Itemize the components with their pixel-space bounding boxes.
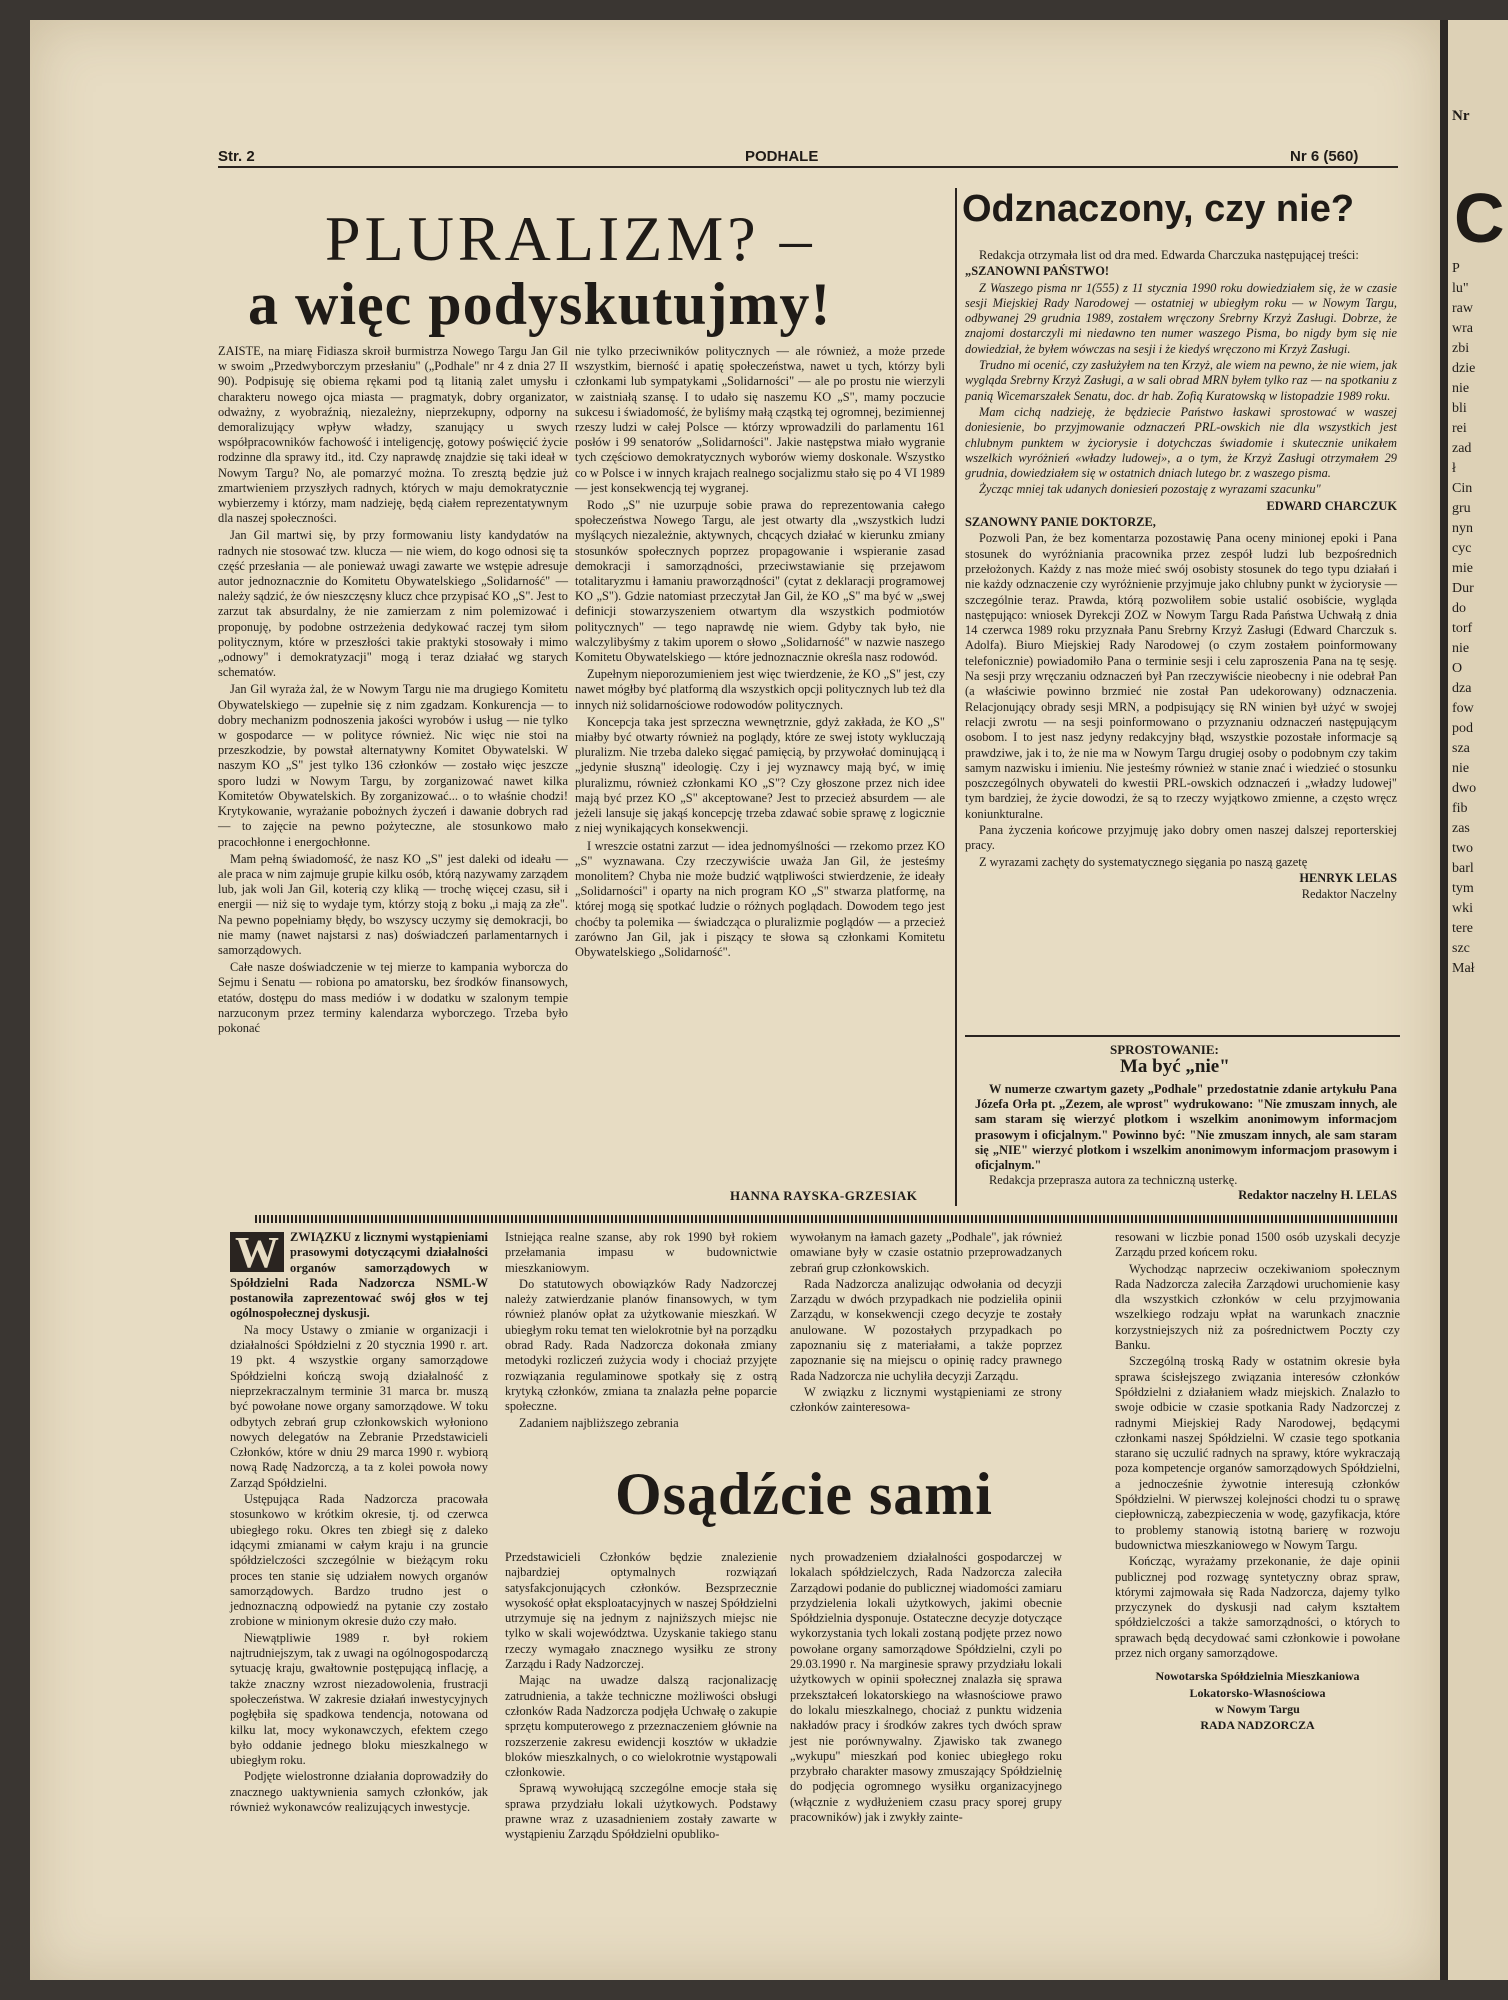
adjacent-page-fragment-line: dza [1452, 681, 1472, 696]
reply-paragraph: Pana życzenia końcowe przyjmuję jako dobry omen naszej dalszej reporterskiej pracy. [965, 822, 1397, 853]
adjacent-page-fragment-line: torf [1452, 621, 1473, 636]
correction-title: Ma być „nie" [1120, 1056, 1230, 1077]
article3-column-b-top [505, 1230, 777, 1432]
article3-column-b-bottom [505, 1550, 777, 1844]
article3-paragraph: Rada Nadzorcza analizując odwołania od decyzji Zarządu w dwóch przypadkach nie podzieliła opinii Zarządu, w konsekwencji czego decyzje te zostały anulowane. W pozostałych przypadkach po zapoznaniu się z materiałami, a także poprzez zapoznanie się na miejscu o opinię radcy prawnego Rada Nadzorcza nie uchyliła decyzji Zarządu. [790, 1276, 1062, 1383]
article1-paragraph: Koncepcja taka jest sprzeczna wewnętrznie, gdyż zakłada, że KO „S" miałby być otwarty również na poglądy, które ze swej istoty wykluczają pluralizm. Nie trzeba daleko sięgać pamięcią, by przywołać dominującą i „jedynie słuszną" ideologię. Czy i jej wyznawcy mają być, w imię pluralizmu, również członkami KO „S"? Czy głoszone przez nich idee mają być przez KO „S" akceptowane? Jest to przecież absurdem — ale jeżeli lansuje się jakąś koncepcję trzeba zdawać sobie sprawę z logicznie z niej wynikających konsekwencji. [575, 714, 945, 836]
article1-paragraph: nie tylko przeciwników politycznych — ale również, a może przede wszystkim, bierność i apatię społeczeństwa, nawet u tych, którzy byli członkami lub sympatykami „Solidarności" — ale po prostu nie wierzyli w zaistniałą szansę. I to udało się naszemu KO „S", mamy poczucie sukcesu i świadomość, że byliśmy małą cząstką tej ogromnej, bezimiennej rzeszy ludzi w całej Polsce — którzy wprowadzili do parlamentu 161 posłów i 99 senatorów „Solidarności". Jakie następstwa miało wygranie tych częściowo demokratycznych wyborów wiemy doskonale. Wszystko co w Polsce i w innych krajach realnego socjalizmu stało się po 4 VI 1989 — jest konsekwencją tej wygranej. [575, 344, 945, 495]
adjacent-page-fragment-line: rei [1452, 421, 1467, 436]
article1-paragraph: Zupełnym nieporozumieniem jest więc twierdzenie, że KO „S" jest, czy nawet mógłby być platformą dla wszystkich opcji politycznych lub też dla innych niż solidarnościowe rodowodów politycznych. [575, 667, 945, 712]
adjacent-page-fragment-line: zbi [1452, 341, 1470, 356]
article1-column-2 [575, 344, 945, 962]
article3-paragraph: Mając na uwadze dalszą racjonalizację zatrudnienia, a także techniczne możliwości obsługi członków Rada Nadzorcza podjęła Uchwałę o zakupie sprzętu komputerowego z przeznaczeniem głównie na rozszerzenie zakresu ewidencji kosztów w układzie bloków mieszkalnych, o co wielokrotnie wystąpowali członkowie. [505, 1673, 777, 1780]
reply-salutation: SZANOWNY PANIE DOKTORZE, [965, 515, 1156, 530]
column-divider [955, 188, 957, 1206]
article1-paragraph: ZAISTE, na miarę Fidiasza skroił burmistrza Nowego Targu Jan Gil w swoim „Przedwyborczym przesłaniu" („Podhale" nr 4 z dnia 27 II 90). Podpisuję się obiema rękami pod tą litanią zalet umysłu i charakteru nowego ojca miasta — pragmatyk, dobry organizator, odważny, z wyobraźnią, niezależny, nieprzekupny, odporny na demoralizujący wpływ władzy, szanujący u swych współpracowników fachowość i inteligencję, gotowy poświęcić życie rodzinne dla sprawy itd., itd. Czy naprawdę znajdzie się taki ideał w Nowym Targu? No, ale pomarzyć można. To zresztą będzie już zmartwieniem przyszłych radnych, których w maju demokratycznie wybierzemy i którzy, mam nadzieję, będą ciałem reprezentatywnym dla naszej społeczności. [218, 344, 568, 526]
article3-column-a [230, 1230, 488, 1816]
reply-paragraph: Z wyrazami zachęty do systematycznego sięgania po naszą gazetę [979, 854, 1308, 869]
adjacent-page-fragment-line: tere [1452, 921, 1473, 936]
article3-paragraph: Na mocy Ustawy o zmianie w organizacji i działalności Spółdzielni z 20 stycznia 1990 r. art. 19 pkt. 4 wszystkie organy samorządowe Spółdzielni kończą swoją działalność z nieprzekraczalnym terminie 31 marca br. muszą być powołane nowe organy samorządowe. W toku odbytych zebrań grup członkowskich wyłoniono nowych delegatów na Zebranie Przedstawicieli Członków, które w dniu 29 marca 1990 r. wybiorą nową Radę Nadzorczą, a ta z kolei powoła nowy Zarząd Spółdzielni. [230, 1322, 488, 1490]
article3-paragraph: Szczególną troską Rady w ostatnim okresie była sprawa ścisłejszego związania interesów członków Spółdzielni z działaniem władz miejskich. Znalazło to swoje odbicie w czasie spotkania Rady Nadzorczej z radnymi Miejskiej Rady Narodowej, będącymi członkami naszej Spółdzielni. W czasie tego spotkania starano się uczulić radnych na sprawy, które wykraczają poza kompetencje organów samorządowych Spółdzielni, a jednocześnie żywotnie interesują członków Spółdzielni. W pierwszej kolejności chodzi tu o sprawę ciepłowniczą, zabezpieczenia w wodę, gazyfikacja, które to problemy stanowią istotną barierę w rozwoju budownictwa mieszkaniowego w Nowym Targu. [1115, 1354, 1400, 1552]
letter-paragraph: Życząc mniej tak udanych doniesień pozostaję z wyrazami szacunku" [979, 482, 1321, 497]
letter-paragraph: Mam cichą nadzieję, że będziecie Państwo łaskawi sprostować w waszej doniesienie, bo przyjmowanie odznaczeń PRL-owskich nie dla wszystkich jest chlubnym punktem w życiorysie i dotychczas świadomie i skutecznie unikałem wszelkich wyróżnień «władzy ludowej», a o tym, że Krzyż Zasługi otrzymałem 29 grudnia, dowiedziałem się w ostatnich dniach lutego br. z waszego pisma. [965, 404, 1397, 481]
article3-paragraph: resowani w liczbie ponad 1500 osób uzyskali decyzje Zarządu przed końcem roku. [1115, 1230, 1400, 1260]
adjacent-page-fragment-line: Cin [1452, 481, 1473, 496]
article3-paragraph: Do statutowych obowiązków Rady Nadzorczej należy zatwierdzanie planów finansowych, w tym również planów opłat za użytkowanie mieszkań. W ubiegłym roku temat ten wielokrotnie był na porządku obrad Rady. Rada Nadzorcza dokonała zmiany metodyki rozliczeń zużycia wody i chociaż przyjęte rozwiązania regulaminowe spotkały się z ostrą krytyką członków, zmiana ta znalazła pełne poparcie społeczne. [505, 1276, 777, 1414]
adjacent-page-fragment-line: gru [1452, 501, 1471, 516]
adjacent-page-fragment-line: bli [1452, 401, 1467, 416]
article3-paragraph: nych prowadzeniem działalności gospodarczej w lokalach spółdzielczych, Rada Nadzorcza zaleciła Zarządowi podanie do publicznej wiadomości zamiaru przydzielenia lokali użytkowych, jakimi obecnie Spółdzielnia dysponuje. Ostateczne decyzje dotyczące wykorzystania tych lokali zostaną podjęte przez nowo powołane organy samorządowe Spółdzielni, czyli po 29.03.1990 r. Na marginesie sprawy przydziału lokali użytkowych w opinii społecznej znalazła się sprawa przekształceń lokatorskiego na własnościowe prawo do lokalu mieszkalnego, chociaż z punktu widzenia nakładów pracy i środków zakres tych dwóch spraw jest nie porównywalny. Zjawisko tak zwanego „wykupu" mieszkań pod koniec ubiegłego roku przybrało charakter masowy zmuszający Spółdzielnię do podjęcia ogromnego wysiłku organizacyjnego (włącznie z wydłużeniem czasu pracy sporej grupy pracowników) jak i zwykły zainte- [790, 1550, 1062, 1825]
article3-title: Osądźcie sami [615, 1461, 993, 1527]
correction-apology: Redakcja przeprasza autora za techniczną usterkę. [989, 1173, 1238, 1188]
article3-paragraph: Kończąc, wyrażamy przekonanie, że daje opinii publicznej pod rozwagę syntetyczny obraz spraw, którymi zajmowała się Rada Nadzorcza, dajemy tylko przyczynek do dyskusji nad całym kształtem spółdzielczości a także samorządności, o których to sprawach będą decydować sami członkowie i powołane przez nich organy samorządowe. [1115, 1554, 1400, 1661]
adjacent-page-fragment-line: O [1452, 661, 1463, 676]
article3-paragraph: wywołanym na łamach gazety „Podhale", jak również omawiane były w czasie ostatnio przeprowadzanych zebrań grup członkowskich. [790, 1230, 1062, 1275]
article3-signature: RADA NADZORCZA [1200, 1718, 1315, 1733]
letter-salutation: „SZANOWNI PAŃSTWO! [965, 264, 1109, 279]
adjacent-page-fragment-line: nyn [1452, 521, 1473, 536]
article1-paragraph: Jan Gil wyraża żal, że w Nowym Targu nie ma drugiego Komitetu Obywatelskiego — zupełnie się z nim zgadzam. Konkurencja — to dobry mechanizm podnoszenia jakości wyrobów i usług — nie tylko w gospodarce — w polityce również. Nic więc nie stoi na przeszkodzie, by powstał alternatywny Komitet Obywatelski. W naszym KO „S" jest tylko 136 członków — zostało więc jeszcze sporo ludzi w Nowym Targu, by zorganizować nawet kilka Komitetów Obywatelskich. By zorganizować... o to właśnie chodzi! Krytykowanie, wyrażanie pobożnych życzeń i dawanie dobrych rad — to zajęcie na pewno pożyteczne, ale stosunkowo mało pracochłonne i energochłonne. [218, 682, 568, 849]
dropcap: W [230, 1232, 284, 1272]
adjacent-page-fragment-line: zad [1452, 441, 1472, 456]
article3-paragraph: Podjęte wielostronne działania doprowadziły do znacznego uaktywnienia samych członków, jak również wykonawców realizujących inwestycje. [230, 1769, 488, 1814]
adjacent-page-fragment-line: fow [1452, 701, 1474, 716]
letter-paragraph: Trudno mi ocenić, czy zasłużyłem na ten Krzyż, ale wiem na pewno, że nie wiem, jak wygląda Srebrny Krzyż Zasługi, a w sali obrad MRN byłem tylko raz — na spotkaniu z panią Wicemarszałek Senatu, doc. dr hab. Zofią Kuratowską w listopadzie 1989 roku. [965, 358, 1397, 403]
article2-intro: Redakcja otrzymała list od dra med. Edwarda Charczuka następującej treści: [979, 248, 1359, 262]
letter-paragraph: Z Waszego pisma nr 1(555) z 11 stycznia 1990 roku dowiedziałem się, że w czasie sesji Miejskiej Rady Narodowej — ostatniej w ubiegłym roku — w Nowym Targu, odbywanej 29 grudnia 1989, zostałem wręczony Srebrny Krzyż Zasługi. Dobrze, że znajomi dostarczyli mi niedawno ten numer waszego Pisma, bo nigdy bym się nie dowiedział, że byłem wówczas na sesji i że kiedyś wręczono mi Krzyż Zasługi. [965, 280, 1397, 356]
article1-paragraph: Całe nasze doświadczenie w tej mierze to kampania wyborcza do Sejmu i Senatu — robiona po amatorsku, bez środków finansowych, etatów, dostępu do mass mediów i w dodatku w szalonym tempie narzuconym przez terminy kalendarza wyborczego. Trzeba było pokonać [218, 960, 568, 1035]
article1-paragraph: Jan Gil martwi się, by przy formowaniu listy kandydatów na radnych nie stosować tzw. klucza — nie wiem, do kogo odnosi się ta część przesłania — ale ponieważ uwagi zawarte we wstępie adresuje autor jednoznacznie do Komitetu Obywatelskiego „Solidarność" — należy sądzić, że ów nieszczęsny klucz chce przypisać KO „S". Jest to zarzut tak absurdalny, że nie zamierzam z nim polemizować i proponuję, by podobne ostrzeżenia dedykować raczej tym siłom politycznym, które w przeszłości takie praktyki stosowały i mimo „odnowy" i demokratyzacji" mogą i teraz działać wg starych schematów. [218, 528, 568, 680]
correction-heading: SPROSTOWANIE: [1110, 1042, 1219, 1057]
article1-byline: HANNA RAYSKA-GRZESIAK [730, 1188, 918, 1203]
newspaper-name: PODHALE [745, 148, 819, 165]
adjacent-page-fragment-line: ł [1452, 461, 1456, 476]
adjacent-page-fragment-line: szc [1452, 941, 1470, 956]
adjacent-page-fragment-line: wki [1452, 901, 1473, 916]
article2-title: Odznaczony, czy nie? [962, 188, 1355, 230]
article3-column-d [1115, 1230, 1400, 1735]
correction-body [975, 1082, 1397, 1204]
adjacent-page-fragment-line: nie [1452, 641, 1470, 656]
article3-paragraph: Przedstawicieli Członków będzie znalezienie najbardziej optymalnych rozwiązań satysfakcjonujących członków. Bezsprzecznie wysokość opłat eksploatacyjnych w naszej Spółdzielni utrzymuje się na jednym z najniższych miejsc nie tylko w skali województwa. Uzyskanie takiego stanu rzeczy wymagało znacznego wysiłku ze strony Zarządu i Rady Nadzorczej. [505, 1550, 777, 1672]
article3-paragraph: W związku z licznymi wystąpieniami ze strony członków zainteresowa- [790, 1384, 1062, 1415]
page-number: Str. 2 [218, 148, 255, 165]
correction-text: W numerze czwartym gazety „Podhale" przedostatnie zdanie artykułu Pana Józefa Orła pt. „Zezem, ale wprost" wydrukowano: "Nie zmuszam innych, ale sam staram się wierzyć plotkom i wszelkim anonimowym informacjom prasowym i oficjalnym." Powinno być: "Nie zmuszam innych, ale sam staram się „NIE" wierzyć plotkom i wszelkim anonimowym informacjom prasowym i oficjalnym." [975, 1082, 1397, 1173]
article3-paragraph: Sprawą wywołującą szczególne emocje stała się sprawa przydziału lokali użytkowych. Podstawy prawne wraz z uzasadnieniem zostały zawarte w wystąpieniu Zarządu Spółdzielni opubliko- [505, 1781, 777, 1842]
reply-signature-role: Redaktor Naczelny [1301, 887, 1397, 902]
adjacent-page-fragment-line: nie [1452, 761, 1470, 776]
article3-paragraph: Wychodząc naprzeciw oczekiwaniom społecznym Rada Nadzorcza zaleciła Zarządowi uruchomienie kasy dla wszystkich członków w celu przyjmowania wszelkiego rodzaju wpłat na warunkach znacznie korzystniejszych niż za pośrednictwem Poczty czy Banku. [1115, 1261, 1400, 1353]
adjacent-page-fragment-line: dwo [1452, 781, 1477, 796]
issue-number: Nr 6 (560) [1290, 148, 1359, 165]
article1-column-1 [218, 344, 568, 1038]
adjacent-page-fragment-line: pod [1452, 721, 1473, 736]
article3-column-c-bottom [790, 1550, 1062, 1826]
adjacent-page-fragment-line: two [1452, 841, 1473, 856]
adjacent-page-fragment-line: cyc [1452, 541, 1472, 556]
adjacent-page-fragment-line: Mał [1452, 961, 1475, 976]
adjacent-page-fragment-line: dzie [1452, 361, 1476, 376]
article3-signature: Lokatorsko-Własnościowa [1189, 1685, 1326, 1700]
adjacent-page-header: Nr [1452, 108, 1470, 124]
adjacent-page-fragment-line: P [1452, 261, 1460, 276]
article2-body [965, 248, 1397, 903]
article1-paragraph: Mam pełną świadomość, że nasz KO „S" jest daleki od ideału — ale praca w nim zajmuje grupie kilku osób, którą nazywamy zarządem lub, jak woli Jan Gil, koterią czy kliką — trochę więcej czasu, sił i energii — niż się to wydaje tym, którzy stoją z boku „i mają za złe". Na pewno popełniamy błędy, bo wszyscy uczymy się demokracji, bo nie mamy (nawet najstarsi z nas) doświadczeń parlamentarnych i samorządowych. [218, 851, 568, 957]
newspaper-page [30, 20, 1440, 1980]
adjacent-page-fragment-line: zas [1452, 821, 1470, 836]
adjacent-page-fragment-line: mie [1452, 561, 1473, 576]
article1-title-line2: a więc podyskutujmy! [248, 271, 832, 337]
article3-paragraph: Ustępująca Rada Nadzorcza pracowała stosunkowo w krótkim okresie, tj. od czerwca ubiegłego roku. Okres ten zbiegł się z daleko idącymi zmianami w całym kraju i na gruncie spółdzielczości szczególnie w bieżącym roku proces ten stanie się udziałem nowych organów samorządowych. Bardzo trudno jest o jednoznaczną odpowiedź na pytanie czy zostało zrobione w minionym okresie dużo czy mało. [230, 1492, 488, 1629]
adjacent-page-fragment-line: barl [1452, 861, 1474, 876]
article3-column-c-top [790, 1230, 1062, 1417]
adjacent-page-fragment-line: tym [1452, 881, 1474, 896]
article3-paragraph: Niewątpliwie 1989 r. był rokiem najtrudniejszym, tak z uwagi na ogólnogospodarczą sytuację kraju, gwałtownie postępującą inflację, a także znaczny wzrost niezadowolenia, frustracji społeczeństwa. W zakresie działań inwestycyjnych pogłębiła się spadkowa tendencja, notowana od kilku lat, mocy wykonawczych, efektem czego było oddanie jednego bloku mieszkalnego w ubiegłym roku. [230, 1630, 488, 1768]
adjacent-page-fragment-line: lu" [1452, 281, 1469, 296]
article1-title-line1: PLURALIZM? – [325, 203, 816, 274]
adjacent-page-fragment-line: fib [1452, 801, 1468, 816]
correction-rule [965, 1035, 1400, 1037]
adjacent-page-fragment-line: raw [1452, 301, 1473, 316]
article3-signature: Nowotarska Spółdzielnia Mieszkaniowa [1155, 1669, 1360, 1684]
section-divider [255, 1215, 1398, 1223]
adjacent-page-fragment-line: nie [1452, 381, 1470, 396]
adjacent-page-fragment-line: do [1452, 601, 1466, 616]
adjacent-page-fragment-line: Dur [1452, 581, 1474, 596]
adjacent-page-fragment-line: wra [1452, 321, 1473, 336]
article3-signature: w Nowym Targu [1215, 1701, 1300, 1716]
adjacent-page-headline: C [1454, 179, 1505, 257]
letter-signature: EDWARD CHARCZUK [1266, 498, 1397, 513]
reply-paragraph: Pozwoli Pan, że bez komentarza pozostawię Pana oceny minionej epoki i Pana stosunek do wyróżniania pracownika przez zespół ludzi lub bezpośrednich przełożonych. Każdy z nas może mieć swój osobisty stosunek do tego typu działań i nie każdy odznaczenie czy wyróżnienie przyjmuje jako chlubny punkt w życiorysie — szczególnie teraz. Prawda, którą pozwoliłem sobie ustalić osobiście, wygląda następująco: wniosek Dyrekcji ZOZ w Nowym Targu Rada Państwa Uchwałą z dnia 14 czerwca 1989 roku przyznała Panu Srebrny Krzyż Zasługi (Edward Charczuk s. Adolfa). Biuro Miejskiej Rady Narodowej (o czym zostałem poinformowany telefonicznie) powiadomiło Pana o terminie sesji i celu zaproszenia Pana na tę sesję. Na sesji przy wręczaniu odznaczeń był Pan rzeczywiście nieobecny i nie odebrał Pan (a właściwie powinno brzmieć nie został Pan udekorowany) odznaczenia. Relacjonujący obrady sesji MRN, a podpisujący się RN winien był użyć w swojej relacji zwrotu — na sesji poinformowano o przyznaniu odznaczeń następującym osobom. I to jest nasz jedyny redakcyjny błąd, wszystkie pozostałe informacje są prawdziwe, jak i to, że nie ma w Nowym Targu drugiej osoby o podobnym czy takim samym nazwisku i imieniu. Nie jesteśmy również w stanie znać i wiedzieć o stosunku poszczególnych obywateli do kwestii PRL-owskich odznaczeń i „władzy ludowej" tym bardziej, że życie dowodzi, że są to rzeczy wyjątkowo zmienne, a często wręcz koniunkturalne. [965, 531, 1397, 821]
page-gutter [1440, 20, 1448, 1980]
adjacent-page-fragment-line: sza [1452, 741, 1470, 756]
article3-paragraph: Zadaniem najbliższego zebrania [519, 1415, 679, 1430]
article1-paragraph: I wreszcie ostatni zarzut — idea jednomyślności — rzekomo przez KO „S" wyznawana. Czy rzeczywiście uważa Jan Gil, że jesteśmy monolitem? Chyba nie może budzić wątpliwości stwierdzenie, że ideały „Solidarności" i oparty na nich program KO „S" stwarza platformę, na której mogą się spotkać ludzie o różnych poglądach. Dowodem tego jest choćby ta polemika — świadcząca o pluralizmie poglądów — a przecież zarówno Jan Gil, jak i piszący te słowa są członkami Komitetu Obywatelskiego „Solidarność". [575, 838, 945, 959]
adjacent-page-fragment [1448, 20, 1508, 1980]
article3-lead: W ZWIĄZKU z licznymi wystąpieniami prasowymi dotyczącymi działalności organów samorządowych w Spółdzielni Rada Nadzorcza NSML-W postanowiła zaprezentować swój głos w tej ogólnospołecznej dyskusji. [230, 1228, 488, 1321]
reply-signature: HENRYK LELAS [1299, 870, 1397, 885]
article1-paragraph: Rodo „S" nie uzurpuje sobie prawa do reprezentowania całego społeczeństwa Nowego Targu, ale jest otwarty dla „wszystkich ludzi myślących niezależnie, aktywnych, chcących działać w kierunku zmiany stosunków społecznych poprzez propagowanie i wspieranie zasad demokracji i samorządności, przeciwstawianie się przejawom totalitaryzmu i łamaniu praworządności" (cytat z deklaracji programowej KO „S"). Gdzie natomiast przeczytał Jan Gil, że KO „S" ma być w „swej definicji stowarzyszeniem otwartym dla wszystkich podmiotów politycznych" — tego naprawdę nie wiem. Gdyby tak było, nie walczylibyśmy z takim uporem o słowo „Solidarność" w nazwie naszego Komitetu Obywatelskiego — które jednoznacznie określa nasz rodowód. [575, 498, 945, 665]
correction-signature: Redaktor naczelny H. LELAS [1238, 1188, 1397, 1203]
article3-paragraph: Istniejąca realne szanse, aby rok 1990 był rokiem przełamania impasu w budownictwie mieszkaniowym. [505, 1230, 777, 1275]
header-rule [218, 166, 1398, 168]
